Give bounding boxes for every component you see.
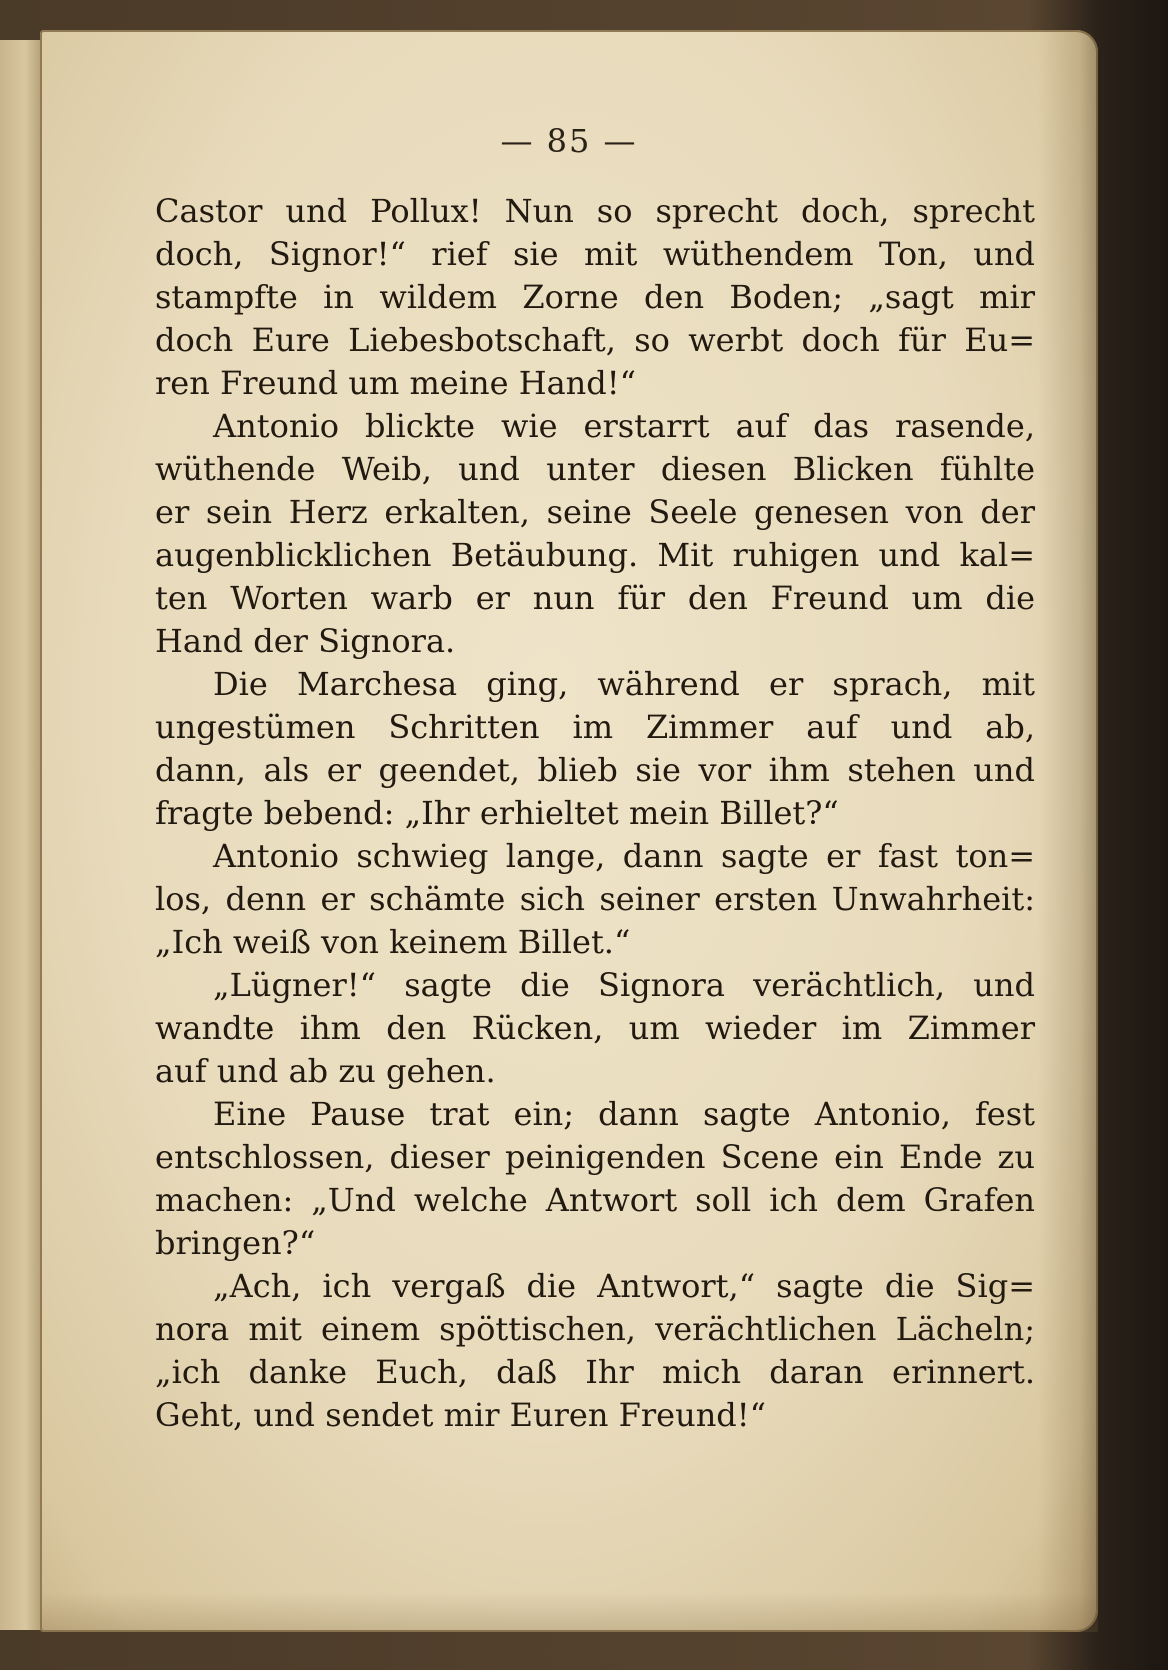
text-line: ren Freund um meine Hand!“ — [155, 364, 636, 402]
text-line: nora mit einem spöttischen, verächtlichen Lächeln; — [155, 1310, 1035, 1348]
text-line: Die Marchesa ging, während er sprach, mit — [213, 665, 1035, 703]
text-line: ungestümen Schritten im Zimmer auf und ab, — [155, 708, 1035, 746]
text-line: fragte bebend: „Ihr erhieltet mein Billet?“ — [155, 794, 839, 832]
book-page — [40, 30, 1098, 1632]
page-number: — 85 — — [500, 122, 638, 160]
paragraph — [155, 1265, 1035, 1437]
text-line: er sein Herz erkalten, seine Seele genesen von der — [155, 493, 1035, 531]
text-line: auf und ab zu gehen. — [155, 1052, 496, 1090]
text-line: dann, als er geendet, blieb sie vor ihm stehen und — [155, 751, 1035, 789]
text-line: wüthende Weib, und unter diesen Blicken fühlte — [155, 450, 1035, 488]
text-line: Geht, und sendet mir Euren Freund!“ — [155, 1396, 766, 1434]
paragraph — [155, 405, 1035, 663]
text-line: doch, Signor!“ rief sie mit wüthendem Ton, und — [155, 235, 1035, 273]
text-line: bringen?“ — [155, 1224, 316, 1262]
text-line: wandte ihm den Rücken, um wieder im Zimmer — [155, 1009, 1035, 1047]
text-line: „ich danke Euch, daß Ihr mich daran erinnert. — [155, 1353, 1035, 1391]
text-line: stampfte in wildem Zorne den Boden; „sagt mir — [155, 278, 1035, 316]
text-line: entschlossen, dieser peinigenden Scene ein Ende zu — [155, 1138, 1035, 1176]
paragraph — [155, 835, 1035, 964]
text-line: Hand der Signora. — [155, 622, 456, 660]
text-line: los, denn er schämte sich seiner ersten Unwahrheit: — [155, 880, 1035, 918]
text-line: augenblicklichen Betäubung. Mit ruhigen und kal= — [155, 536, 1035, 574]
paragraph — [155, 1093, 1035, 1265]
facing-page-edge — [0, 40, 43, 1630]
text-line: „Ich weiß von keinem Billet.“ — [155, 923, 631, 961]
page-edge-shadow — [1038, 30, 1098, 1632]
text-line: machen: „Und welche Antwort soll ich dem Grafen — [155, 1181, 1035, 1219]
text-line: Eine Pause trat ein; dann sagte Antonio, fest — [213, 1095, 1035, 1133]
text-line: Castor und Pollux! Nun so sprecht doch, sprecht — [155, 192, 1035, 230]
paragraph — [155, 190, 1035, 405]
text-line: „Lügner!“ sagte die Signora verächtlich, und — [213, 966, 1035, 1004]
page-body-text — [155, 190, 1035, 1437]
paragraph — [155, 663, 1035, 835]
paragraph — [155, 964, 1035, 1093]
text-line: Antonio blickte wie erstarrt auf das rasende, — [213, 407, 1035, 445]
text-line: doch Eure Liebesbotschaft, so werbt doch für Eu= — [155, 321, 1035, 359]
page-bottom-shadow — [40, 1592, 1098, 1632]
text-line: „Ach, ich vergaß die Antwort,“ sagte die Sig= — [213, 1267, 1035, 1305]
text-line: Antonio schwieg lange, dann sagte er fast ton= — [213, 837, 1035, 875]
text-line: ten Worten warb er nun für den Freund um die — [155, 579, 1035, 617]
